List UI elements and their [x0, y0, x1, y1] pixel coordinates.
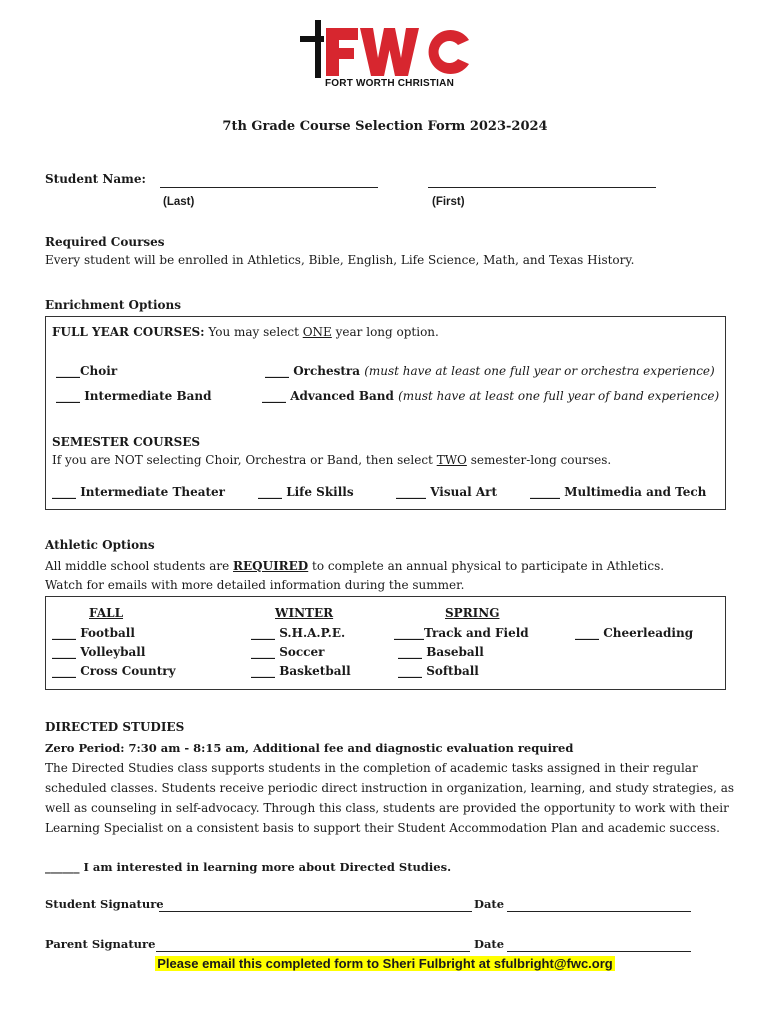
choir-label: Choir	[80, 364, 118, 378]
last-name-line[interactable]	[160, 187, 378, 188]
semester-option-multimedia[interactable]: _____ Multimedia and Tech	[530, 485, 707, 499]
full-year-emph: ONE	[302, 325, 332, 339]
fall-header: FALL	[89, 606, 124, 620]
last-name-caption: (Last)	[163, 196, 195, 208]
required-emph: REQUIRED	[233, 559, 309, 573]
advanced-band-option[interactable]	[262, 389, 719, 403]
directed-heading: DIRECTED STUDIES	[45, 720, 185, 734]
semester-option-life-skills[interactable]: ____ Life Skills	[258, 485, 354, 499]
winter-basketball[interactable]: ____ Basketball	[251, 664, 351, 678]
advanced-band-note: (must have at least one full year of band experience)	[398, 389, 720, 403]
athletic-line2: Watch for emails with more detailed information during the summer.	[45, 578, 465, 592]
semester-text: If you are NOT selecting Choir, Orchestra or Band, then select TWO semester-long courses.	[52, 453, 612, 467]
advanced-band-blank[interactable]: ____	[262, 389, 286, 403]
orchestra-label: Orchestra	[293, 364, 361, 378]
first-name-line[interactable]	[428, 187, 656, 188]
orchestra-blank[interactable]: ____	[265, 364, 289, 378]
athletic-line1: All middle school students are REQUIRED to complete an annual physical to participate in Athletics.	[45, 559, 665, 573]
logo-letter-w	[360, 28, 419, 76]
fall-cross-country[interactable]: ____ Cross Country	[52, 664, 176, 678]
advanced-band-label: Advanced Band	[290, 389, 394, 403]
enrichment-heading: Enrichment Options	[45, 298, 181, 312]
athletic-heading: Athletic Options	[45, 538, 155, 552]
directed-line: The Directed Studies class supports students in the completion of academic tasks assigned in their regular	[45, 761, 698, 775]
semester-emph: TWO	[436, 453, 467, 467]
winter-shape[interactable]: ____ S.H.A.P.E.	[251, 626, 346, 640]
student-signature-line[interactable]	[159, 911, 472, 912]
logo-letter-c	[429, 30, 469, 74]
winter-header: WINTER	[275, 606, 334, 620]
logo-letter-f	[326, 28, 358, 76]
semester-label: SEMESTER COURSES	[52, 435, 201, 449]
student-name-label: Student Name:	[45, 172, 146, 186]
parent-date-line[interactable]	[507, 951, 691, 952]
orchestra-note: (must have at least one full year or orchestra experience)	[364, 364, 715, 378]
winter-soccer[interactable]: ____ Soccer	[251, 645, 325, 659]
spring-header: SPRING	[445, 606, 500, 620]
student-date-label: Date	[474, 897, 505, 911]
student-date-line[interactable]	[507, 911, 691, 912]
spring-softball[interactable]: ____ Softball	[398, 664, 479, 678]
parent-signature-line[interactable]	[156, 951, 470, 952]
semester-option-visual-art[interactable]: _____ Visual Art	[396, 485, 498, 499]
orchestra-option[interactable]	[265, 364, 715, 378]
cross-vertical	[315, 20, 321, 78]
required-heading: Required Courses	[45, 235, 165, 249]
spring-baseball[interactable]: ____ Baseball	[398, 645, 484, 659]
directed-subheading: Zero Period: 7:30 am - 8:15 am, Additional fee and diagnostic evaluation required	[45, 741, 574, 755]
directed-line: scheduled classes. Students receive periodic direct instruction in organization, learning, and study strategies, as	[45, 781, 735, 795]
first-name-caption: (First)	[432, 196, 465, 208]
directed-interest-label: I am interested in learning more about Directed Studies.	[83, 860, 452, 874]
fall-volleyball[interactable]: ____ Volleyball	[52, 645, 146, 659]
fwc-logo	[296, 18, 476, 80]
choir-option[interactable]	[56, 364, 117, 378]
student-signature-label: Student Signature	[45, 897, 164, 911]
full-year-label: FULL YEAR COURSES:	[52, 325, 205, 339]
required-text: Every student will be enrolled in Athletics, Bible, English, Life Science, Math, and Texas History.	[45, 253, 635, 267]
intermediate-band-option[interactable]	[56, 389, 211, 403]
cheerleading-option[interactable]: ____ Cheerleading	[575, 626, 694, 640]
directed-line: Learning Specialist on a consistent basis to support their Student Accommodation Plan and academic success.	[45, 821, 720, 835]
enrichment-box	[45, 316, 726, 510]
intermediate-band-blank[interactable]: ____	[56, 389, 80, 403]
intermediate-band-label: Intermediate Band	[84, 389, 212, 403]
cross-horizontal	[300, 36, 324, 42]
parent-signature-label: Parent Signature	[45, 937, 156, 951]
full-year-line: FULL YEAR COURSES: You may select ONE year long option.	[52, 325, 439, 339]
footer-email-instruction: Please email this completed form to Sheri Fulbright at sfulbright@fwc.org	[157, 956, 613, 971]
spring-track[interactable]: _____Track and Field	[394, 626, 529, 640]
choir-blank[interactable]: ____	[56, 364, 80, 378]
footer-note	[0, 956, 770, 971]
form-title: 7th Grade Course Selection Form 2023-2024	[222, 119, 548, 134]
logo-subtitle: FORT WORTH CHRISTIAN	[325, 78, 454, 89]
semester-option-theater[interactable]: ____ Intermediate Theater	[52, 485, 226, 499]
parent-date-label: Date	[474, 937, 505, 951]
directed-interest[interactable]	[45, 860, 451, 874]
fall-football[interactable]: ____ Football	[52, 626, 135, 640]
directed-interest-blank[interactable]: ______	[45, 860, 80, 874]
directed-line: well as counseling in self-advocacy. Through this class, students are provided the opportunity to work with their	[45, 801, 729, 815]
